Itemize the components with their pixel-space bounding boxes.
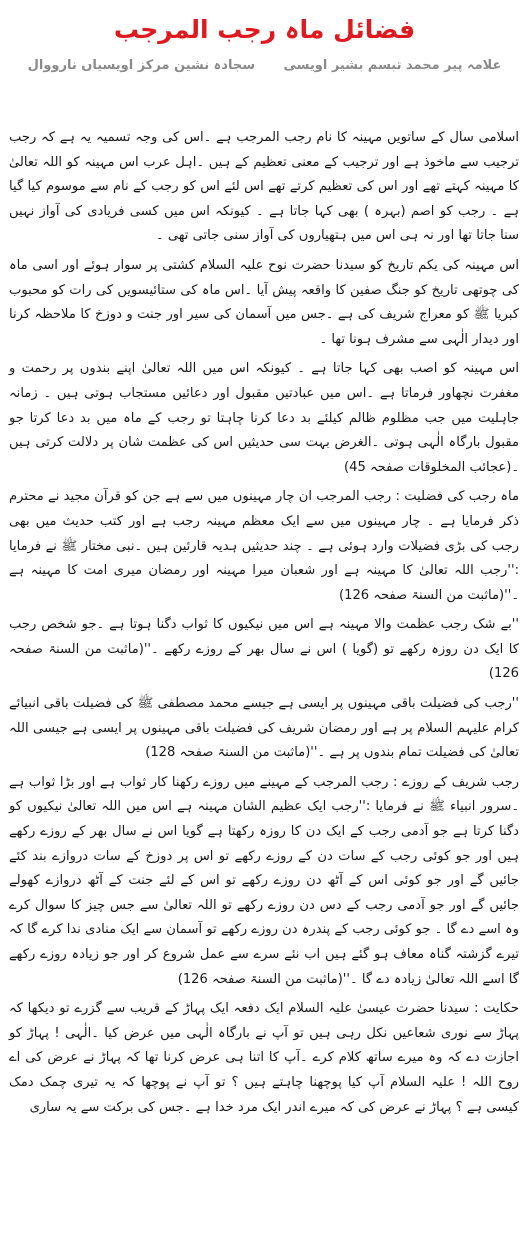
paragraph-asab: اس مہینہ کو اصب بھی کہا جاتا ہے ۔ کیونکہ اس میں اللہ تعالیٰ اپنے بندوں پر رحمت و مغفرت نچھاور فرماتا ہے ۔اس میں عبادتیں مقبول اور دعائیں مستجاب ہوتی ہیں ۔ زمانہ جاہلیت میں جب مظلوم ظالم کیلئے بد دعا کرنا چاہتا تو رجب کے ماہ میں بد دعا کرتا جو مقبول بارگاہ الٰہی ہوتی ۔الغرض بہت سی حدیثیں اس کی عظمت شان پر دلالت کرتی ہیں ۔(عجائب المخلوقات صفحہ 45) xyxy=(9,361,519,475)
paragraph-events: اس مہینہ کی یکم تاریخ کو سیدنا حضرت نوح علیہ السلام کشتی پر سوار ہوئے اور اسی ماہ کی چوتھی تاریخ کو جنگ صفین کا واقعہ پیش آیا ۔اس ماہ کی ستائیسویں کی رات کو محبوب کبریا ﷺ کو معراج شریف کی ہے ۔جس میں آسمان کی سیر اور جنت و دوزخ کا ملاحظہ کرنا اور دیدار الٰہی سے مشرف ہونا تھا ۔ xyxy=(9,257,519,347)
author-role: سجادہ نشین مرکز اویسیاں نارووال xyxy=(27,58,255,73)
author-name: علامہ پیر محمد تبسم بشیر اویسی xyxy=(283,58,502,73)
paragraph-hadith-2: ''رجب کی فضیلت باقی مہینوں پر ایسی ہے جیسے محمد مصطفی ﷺ کی فضیلت باقی انبیائے کرام علیہم السلام پر ہے اور رمضان شریف کی فضیلت باقی مہینوں پر ایسی ہے جیسی اللہ تعالیٰ کی فضیلت تمام بندوں پر ہے ۔''(ماثبت من السنۃ صفحہ 128) xyxy=(9,696,519,761)
paragraph-hadith-1: ''بے شک رجب عظمت والا مہینہ ہے اس میں نیکیوں کا ثواب دگنا ہوتا ہے ۔جو شخص رجب کا ایک دن روزہ رکھے تو (گویا ) اس نے سال بھر کے روزے رکھے ۔''(ماثبت من السنۃ صفحہ 126) xyxy=(9,617,519,682)
article-body xyxy=(9,126,519,1125)
page-title: فضائل ماہ رجب المرجب xyxy=(113,15,416,44)
paragraph-hikayat: حکایت : سیدنا حضرت عیسیٰ علیہ السلام ایک دفعہ ایک پہاڑ کے قریب سے گزرے تو دیکھا کہ پہاڑ سے نوری شعاعیں نکل رہی ہیں تو آپ نے بارگاہ الٰہی میں عرض کیا ۔الٰہی ! پہاڑ کو اجازت دے کہ وہ میرے ساتھ کلام کرے ۔آپ کا اتنا ہی عرض کرنا تھا کہ پہاڑ نے عرض کی اے روح اللہ ! علیہ السلام آپ کیا پوچھنا چاہتے ہیں ؟ تو آپ نے پوچھا کہ یہ تیری چمک دمک کیسی ہے ؟ پہاڑ نے عرض کی کہ میرے اندر ایک مرد خدا ہے ۔جس کی برکت سے یہ ساری xyxy=(9,1001,519,1115)
author-byline xyxy=(0,58,529,73)
paragraph-fazilat: ماہ رجب کی فضلیت : رجب المرجب ان چار مہینوں میں سے ہے جن کو قرآن مجید نے محترم ذکر فرمایا ہے ۔ چار مہینوں میں سے ایک معظم مہینہ رجب ہے اور کتب حدیث میں بھی رجب کی بڑی فضیلات وارد ہوئی ہے ۔ چند حدیثیں ہدیہ قارئین ہیں ۔نبی مختار ﷺ نے فرمایا :''رجب اللہ تعالیٰ کا مہینہ ہے اور شعبان میرا مہینہ اور رمضان میری امت کا مہینہ ہے ۔''(ماثبت من السنۃ صفحہ 126) xyxy=(9,489,519,603)
paragraph-roze: رجب شریف کے روزے : رجب المرجب کے مہینے میں روزے رکھنا کار ثواب ہے اور بڑا ثواب ہے ۔سرور انبیاء ﷺ نے فرمایا :''رجب ایک عظیم الشان مہینہ ہے اس میں اللہ تعالیٰ نیکیوں کو دگنا کرتا ہے جو آدمی رجب کے ایک دن کا روزہ رکھتا ہے گویا اس نے سال بھر کے روزے رکھے ہیں اور جو کوئی رجب کے سات دن کے روزے رکھے تو اس پر دوزخ کے سات دروازے بند کئے جائیں گے اور جو کوئی اس کے آٹھ دن روزے رکھے تو اس کے لئے جنت کے آٹھ دروازے کھولے جائیں گے اور جو آدمی رجب کے دس دن روزے رکھے تو اللہ تعالیٰ سے جس چیز کا سوال کرے وہ اسے دے گا ۔ جو کوئی رجب کے پندرہ دن روزے رکھے تو آسمان سے ایک منادی ندا کرے گا کہ تیرے گزشتہ گناہ معاف ہو گئے ہیں اب نئے سرے سے عمل شروع کر اور جو زیادہ روزے رکھے گا اسے اللہ تعالیٰ زیادہ دے گا ۔''(ماثبت من السنۃ صفحہ 126) xyxy=(9,774,519,987)
paragraph-intro: اسلامی سال کے ساتویں مہینہ کا نام رجب المرجب ہے ۔اس کی وجہ تسمیہ یہ ہے کہ رجب ترجیب سے ماخوذ ہے اور ترجیب کے معنی تعظیم کے ہیں ۔اہل عرب اس مہینہ کو اللہ تعالیٰ کا مہینہ کہتے تھے اور اس کی تعظیم کرتے تھے اس لئے اس کو رجب کے نام سے موسوم کیا گیا ہے ۔ رجب کو اصم (بہرہ ) بھی کہا جاتا ہے ۔ کیونکہ اس میں کسی فریادی کی آواز نہیں سنا جاتا تھا اور نہ ہی اس میں ہتھیاروں کی آواز سنی جاتی تھی ۔ xyxy=(9,130,519,244)
